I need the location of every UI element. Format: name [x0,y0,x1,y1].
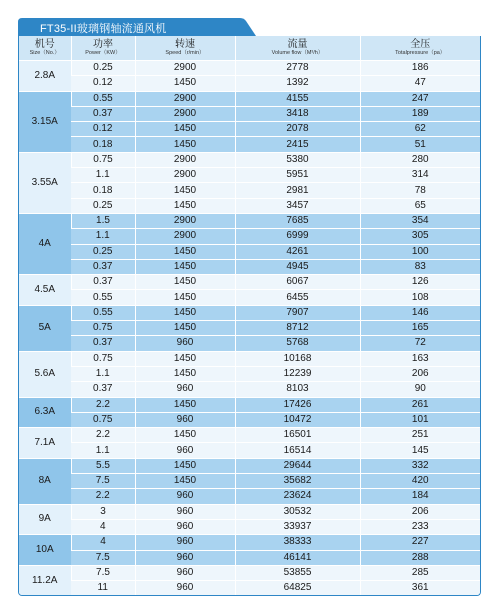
total-pressure-cell: 51 [360,137,480,152]
header-total-pressure [360,36,480,61]
volume-flow-cell: 23624 [235,489,360,504]
volume-flow-cell: 2078 [235,122,360,137]
volume-flow-cell: 53855 [235,565,360,580]
spec-table-body [19,61,480,596]
size-cell: 2.8A [19,61,71,92]
volume-flow-cell: 3457 [235,198,360,213]
table-row [19,428,480,443]
size-cell: 3.15A [19,91,71,152]
power-cell: 11 [71,581,135,596]
speed-cell: 2900 [135,106,235,121]
header-speed [135,36,235,61]
volume-flow-cell: 5768 [235,336,360,351]
table-row [19,336,480,351]
total-pressure-cell: 261 [360,397,480,412]
size-cell: 4A [19,213,71,274]
total-pressure-cell: 145 [360,443,480,458]
volume-flow-cell: 10168 [235,351,360,366]
speed-cell: 960 [135,443,235,458]
header-speed-cn: 转速 [175,38,195,50]
power-cell: 1.1 [71,443,135,458]
table-row [19,535,480,550]
volume-flow-cell: 16514 [235,443,360,458]
power-cell: 0.75 [71,351,135,366]
speed-cell: 1450 [135,428,235,443]
total-pressure-cell: 83 [360,259,480,274]
table-row [19,183,480,198]
speed-cell: 2900 [135,61,235,76]
size-cell: 6.3A [19,397,71,428]
table-row [19,474,480,489]
total-pressure-cell: 90 [360,382,480,397]
header-volume-flow-cn: 流量 [287,38,308,50]
table-row [19,550,480,565]
table-row [19,458,480,473]
power-cell: 0.37 [71,336,135,351]
volume-flow-cell: 8712 [235,321,360,336]
size-cell: 10A [19,535,71,566]
speed-cell: 1450 [135,275,235,290]
volume-flow-cell: 38333 [235,535,360,550]
spec-table [19,36,480,595]
total-pressure-cell: 165 [360,321,480,336]
total-pressure-cell: 361 [360,581,480,596]
power-cell: 0.75 [71,412,135,427]
power-cell: 0.75 [71,152,135,167]
table-row [19,351,480,366]
header-size [19,36,71,61]
power-cell: 0.75 [71,321,135,336]
total-pressure-cell: 108 [360,290,480,305]
total-pressure-cell: 247 [360,91,480,106]
size-cell: 4.5A [19,275,71,306]
speed-cell: 1450 [135,351,235,366]
speed-cell: 1450 [135,458,235,473]
power-cell: 0.55 [71,91,135,106]
size-cell: 3.55A [19,152,71,213]
volume-flow-cell: 1392 [235,76,360,91]
speed-cell: 2900 [135,229,235,244]
table-row [19,366,480,381]
total-pressure-cell: 62 [360,122,480,137]
volume-flow-cell: 30532 [235,504,360,519]
table-row [19,581,480,596]
total-pressure-cell: 146 [360,305,480,320]
size-cell: 11.2A [19,565,71,595]
header-power-en: Power（KW） [85,49,121,56]
header-power [71,36,135,61]
total-pressure-cell: 233 [360,519,480,534]
volume-flow-cell: 6999 [235,229,360,244]
power-cell: 0.55 [71,305,135,320]
power-cell: 0.37 [71,259,135,274]
power-cell: 7.5 [71,550,135,565]
total-pressure-cell: 100 [360,244,480,259]
total-pressure-cell: 184 [360,489,480,504]
power-cell: 2.2 [71,428,135,443]
speed-cell: 1450 [135,474,235,489]
speed-cell: 1450 [135,183,235,198]
title-tab [18,18,256,36]
table-title: FT35-II玻璃钢轴流通风机 [40,23,167,35]
size-cell: 7.1A [19,428,71,459]
power-cell: 0.37 [71,382,135,397]
total-pressure-cell: 288 [360,550,480,565]
total-pressure-cell: 126 [360,275,480,290]
total-pressure-cell: 285 [360,565,480,580]
power-cell: 0.37 [71,275,135,290]
power-cell: 1.5 [71,213,135,228]
table-row [19,305,480,320]
volume-flow-cell: 17426 [235,397,360,412]
header-total-pressure-en: Totalpressure（pa） [395,49,446,56]
speed-cell: 2900 [135,168,235,183]
table-row [19,106,480,121]
header-size-cn: 机号 [34,38,55,50]
total-pressure-cell: 305 [360,229,480,244]
speed-cell: 960 [135,550,235,565]
size-cell: 8A [19,458,71,504]
power-cell: 0.25 [71,61,135,76]
size-cell: 5.6A [19,351,71,397]
total-pressure-cell: 280 [360,152,480,167]
speed-cell: 1450 [135,366,235,381]
speed-cell: 960 [135,382,235,397]
power-cell: 4 [71,519,135,534]
power-cell: 1.1 [71,229,135,244]
spec-table-frame [18,36,481,596]
table-row [19,290,480,305]
power-cell: 7.5 [71,474,135,489]
power-cell: 0.12 [71,122,135,137]
table-row [19,61,480,76]
total-pressure-cell: 72 [360,336,480,351]
volume-flow-cell: 3418 [235,106,360,121]
speed-cell: 1450 [135,122,235,137]
header-speed-en: Speed（r/min） [165,49,205,56]
volume-flow-cell: 10472 [235,412,360,427]
table-row [19,504,480,519]
speed-cell: 1450 [135,137,235,152]
total-pressure-cell: 186 [360,61,480,76]
speed-cell: 1450 [135,76,235,91]
speed-cell: 2900 [135,213,235,228]
total-pressure-cell: 78 [360,183,480,198]
volume-flow-cell: 5380 [235,152,360,167]
table-row [19,259,480,274]
total-pressure-cell: 251 [360,428,480,443]
volume-flow-cell: 4261 [235,244,360,259]
power-cell: 1.1 [71,366,135,381]
total-pressure-cell: 314 [360,168,480,183]
total-pressure-cell: 47 [360,76,480,91]
speed-cell: 960 [135,336,235,351]
volume-flow-cell: 16501 [235,428,360,443]
speed-cell: 2900 [135,91,235,106]
volume-flow-cell: 7907 [235,305,360,320]
header-row [19,36,480,61]
volume-flow-cell: 2981 [235,183,360,198]
table-row [19,443,480,458]
speed-cell: 1450 [135,290,235,305]
power-cell: 0.18 [71,137,135,152]
volume-flow-cell: 4945 [235,259,360,274]
total-pressure-cell: 189 [360,106,480,121]
table-row [19,137,480,152]
table-row [19,198,480,213]
speed-cell: 960 [135,489,235,504]
speed-cell: 1450 [135,321,235,336]
table-row [19,519,480,534]
speed-cell: 960 [135,504,235,519]
total-pressure-cell: 227 [360,535,480,550]
table-row [19,168,480,183]
speed-cell: 960 [135,535,235,550]
table-row [19,565,480,580]
power-cell: 5.5 [71,458,135,473]
total-pressure-cell: 206 [360,504,480,519]
speed-cell: 1450 [135,198,235,213]
table-row [19,244,480,259]
power-cell: 3 [71,504,135,519]
table-row [19,91,480,106]
total-pressure-cell: 101 [360,412,480,427]
power-cell: 4 [71,535,135,550]
volume-flow-cell: 6067 [235,275,360,290]
speed-cell: 1450 [135,305,235,320]
volume-flow-cell: 33937 [235,519,360,534]
size-cell: 5A [19,305,71,351]
volume-flow-cell: 64825 [235,581,360,596]
header-power-cn: 功率 [93,38,113,50]
power-cell: 0.18 [71,183,135,198]
header-volume-flow [235,36,360,61]
volume-flow-cell: 2415 [235,137,360,152]
speed-cell: 960 [135,565,235,580]
speed-cell: 1450 [135,244,235,259]
table-row [19,321,480,336]
power-cell: 1.1 [71,168,135,183]
volume-flow-cell: 2778 [235,61,360,76]
power-cell: 0.25 [71,198,135,213]
table-row [19,275,480,290]
table-row [19,122,480,137]
table-row [19,397,480,412]
header-volume-flow-en: Volume flow（M³/h） [271,49,324,56]
volume-flow-cell: 5951 [235,168,360,183]
speed-cell: 1450 [135,259,235,274]
table-row [19,213,480,228]
volume-flow-cell: 29644 [235,458,360,473]
volume-flow-cell: 46141 [235,550,360,565]
table-row [19,152,480,167]
speed-cell: 960 [135,519,235,534]
power-cell: 0.25 [71,244,135,259]
power-cell: 7.5 [71,565,135,580]
speed-cell: 960 [135,581,235,596]
size-cell: 9A [19,504,71,535]
total-pressure-cell: 420 [360,474,480,489]
total-pressure-cell: 354 [360,213,480,228]
total-pressure-cell: 65 [360,198,480,213]
table-row [19,412,480,427]
table-row [19,382,480,397]
volume-flow-cell: 7685 [235,213,360,228]
total-pressure-cell: 163 [360,351,480,366]
total-pressure-cell: 332 [360,458,480,473]
power-cell: 0.37 [71,106,135,121]
power-cell: 2.2 [71,397,135,412]
volume-flow-cell: 35682 [235,474,360,489]
power-cell: 2.2 [71,489,135,504]
power-cell: 0.12 [71,76,135,91]
volume-flow-cell: 4155 [235,91,360,106]
volume-flow-cell: 6455 [235,290,360,305]
volume-flow-cell: 12239 [235,366,360,381]
table-row [19,489,480,504]
table-row [19,76,480,91]
speed-cell: 2900 [135,152,235,167]
header-size-en: Size（No.） [29,49,60,56]
speed-cell: 1450 [135,397,235,412]
header-total-pressure-cn: 全压 [410,38,431,50]
speed-cell: 960 [135,412,235,427]
total-pressure-cell: 206 [360,366,480,381]
power-cell: 0.55 [71,290,135,305]
table-row [19,229,480,244]
volume-flow-cell: 8103 [235,382,360,397]
